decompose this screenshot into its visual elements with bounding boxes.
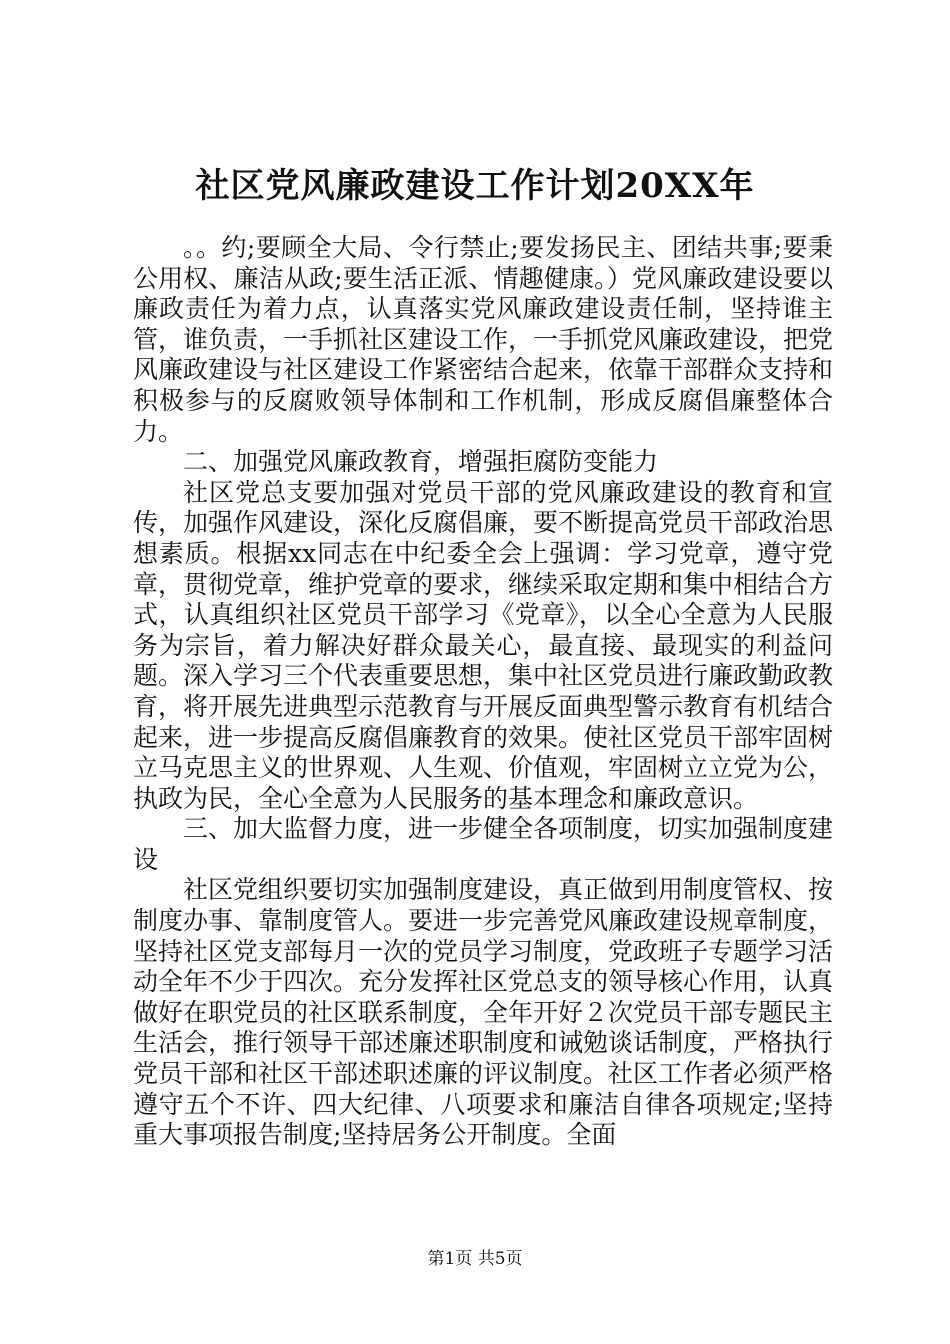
- paragraph-system: 社区党组织要切实加强制度建设，真正做到用制度管权、按制度办事、靠制度管人。要进一步完善党风廉政建设规章制度，坚持社区党支部每月一次的党员学习制度，党政班子专题学习活动全年不少于四次。充分发挥社区党总支的领导核心作用，认真做好在职党员的社区联系制度，全年开好２次党员干部专题民主生活会，推行领导干部述廉述职制度和诫勉谈话制度，严格执行党员干部和社区干部述职述廉的评议制度。社区工作者必须严格遵守五个不许、四大纪律、八项要求和廉洁自律各项规定;坚持重大事项报告制度;坚持居务公开制度。全面: [133, 875, 834, 1150]
- paragraph-intro: 。。约;要顾全大局、令行禁止;要发扬民主、团结共事;要秉公用权、廉洁从政;要生活正派、情趣健康。）党风廉政建设要以廉政责任为着力点，认真落实党风廉政建设责任制，坚持谁主管，谁负责，一手抓社区建设工作，一手抓党风廉政建设，把党风廉政建设与社区建设工作紧密结合起来，依靠干部群众支持和积极参与的反腐败领导体制和工作机制，形成反腐倡廉整体合力。: [133, 233, 834, 446]
- page-number-footer: 第1页 共5页: [427, 1249, 523, 1269]
- paragraph-education: 社区党总支要加强对党员干部的党风廉政建设的教育和宣传，加强作风建设，深化反腐倡廉，要不断提高党员干部政治思想素质。根据xx同志在中纪委全会上强调：学习党章，遵守党章，贯彻党章，维护党章的要求，继续采取定期和集中相结合方式，认真组织社区党员干部学习《党章》，以全心全意为人民服务为宗旨，着力解决好群众最关心，最直接、最现实的利益问题。深入学习三个代表重要思想，集中社区党员进行廉政勤政教育，将开展先进典型示范教育与开展反面典型警示教育有机结合起来，进一步提高反腐倡廉教育的效果。使社区党员干部牢固树立马克思主义的世界观、人生观、价值观，牢固树立立党为公，执政为民，全心全意为人民服务的基本理念和廉政意识。: [133, 477, 834, 813]
- document-title: 社区党风廉政建设工作计划20XX年: [195, 166, 755, 206]
- document-body: [133, 233, 833, 1151]
- section-heading-2: 二、加强党风廉政教育，增强拒腐防变能力: [183, 447, 659, 477]
- section-heading-3: 三、加大监督力度，进一步健全各项制度，切实加强制度建设: [133, 814, 834, 874]
